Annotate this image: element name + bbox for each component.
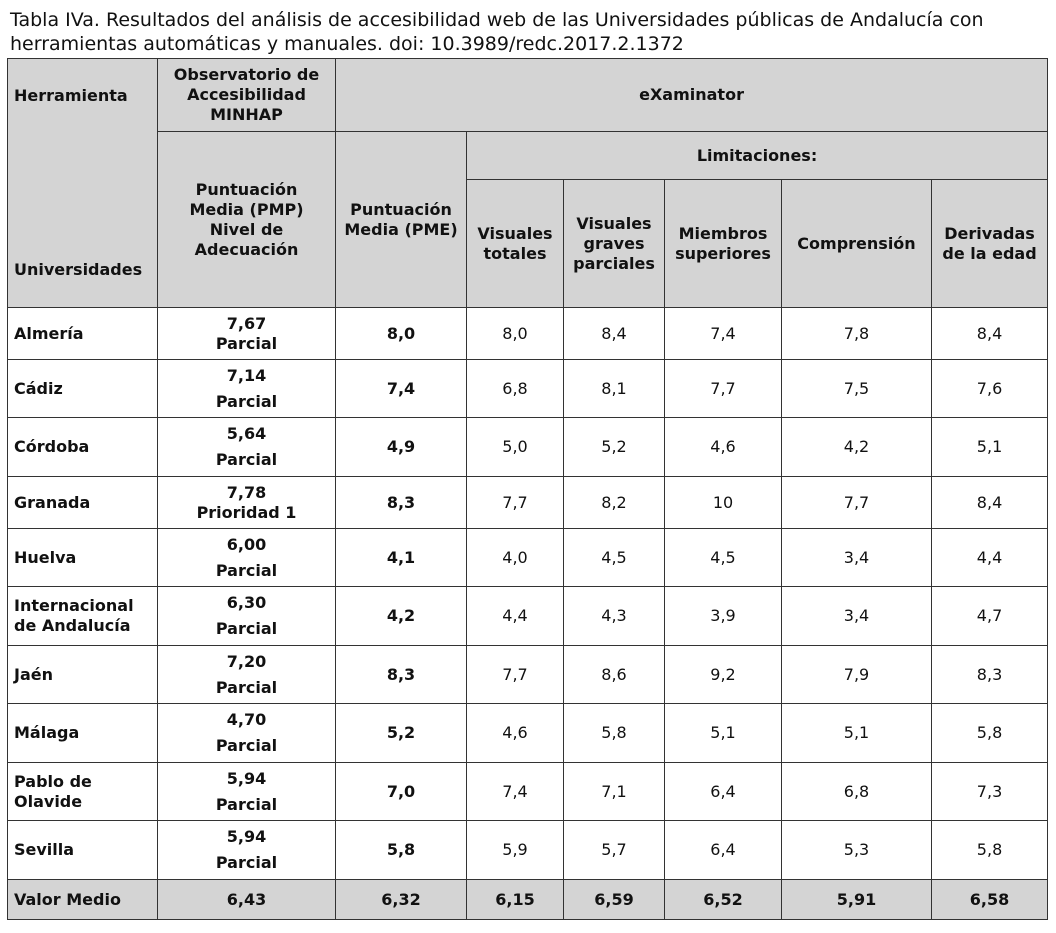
pmp-score: 5,94	[226, 768, 267, 788]
value-cell: 7,7	[467, 646, 564, 704]
value-cell: 7,5	[782, 360, 932, 418]
pmp-level: Parcial	[215, 450, 278, 469]
table-caption: Tabla IVa. Resultados del análisis de accesibilidad web de las Universidades públicas de Andalucía con herramientas automáticas y manuales. doi: 10.3989/redc.2017.2.1372	[10, 9, 984, 55]
pmp-level: Prioridad 1	[196, 502, 297, 522]
value-cell: 4,6	[467, 704, 564, 763]
value-cell: 7,8	[782, 308, 932, 360]
pme-cell: 4,9	[336, 418, 467, 477]
value-cell: 8,4	[564, 308, 665, 360]
average-value: 5,91	[782, 880, 932, 920]
pme-cell: 4,1	[336, 529, 467, 587]
value-cell: 5,1	[665, 704, 782, 763]
pmp-score: 6,30	[226, 593, 267, 612]
pmp-level: Parcial	[215, 853, 278, 872]
header-limitaciones: Limitaciones:	[467, 132, 1048, 180]
header-visuales-totales: Visuales totales	[467, 180, 564, 308]
university-name: Huelva	[8, 529, 158, 587]
average-pmp: 6,43	[158, 880, 336, 920]
pmp-cell	[158, 646, 336, 704]
value-cell: 4,3	[564, 587, 665, 646]
header-tool-universities	[8, 59, 158, 308]
university-name: Pablo de Olavide	[8, 763, 158, 821]
header-tool-label: Herramienta	[14, 86, 128, 105]
value-cell: 8,6	[564, 646, 665, 704]
header-universities-label: Universidades	[14, 260, 143, 279]
value-cell: 8,4	[932, 477, 1048, 529]
value-cell: 6,4	[665, 821, 782, 880]
value-cell: 7,1	[564, 763, 665, 821]
value-cell: 4,0	[467, 529, 564, 587]
value-cell: 7,7	[782, 477, 932, 529]
table-row	[8, 763, 1048, 821]
university-name: Cádiz	[8, 360, 158, 418]
value-cell: 7,4	[467, 763, 564, 821]
university-name: Málaga	[8, 704, 158, 763]
average-label: Valor Medio	[8, 880, 158, 920]
value-cell: 8,4	[932, 308, 1048, 360]
pmp-cell	[158, 308, 336, 360]
value-cell: 5,8	[932, 821, 1048, 880]
university-name: Almería	[8, 308, 158, 360]
value-cell: 10	[665, 477, 782, 529]
value-cell: 5,0	[467, 418, 564, 477]
average-value: 6,52	[665, 880, 782, 920]
university-name: Jaén	[8, 646, 158, 704]
value-cell: 4,5	[665, 529, 782, 587]
value-cell: 5,1	[932, 418, 1048, 477]
value-cell: 3,4	[782, 587, 932, 646]
value-cell: 7,7	[665, 360, 782, 418]
table-row	[8, 360, 1048, 418]
pmp-score: 5,64	[226, 424, 267, 443]
value-cell: 4,5	[564, 529, 665, 587]
pmp-cell	[158, 529, 336, 587]
value-cell: 3,4	[782, 529, 932, 587]
value-cell: 6,4	[665, 763, 782, 821]
value-cell: 4,4	[932, 529, 1048, 587]
value-cell: 5,7	[564, 821, 665, 880]
pme-cell: 4,2	[336, 587, 467, 646]
pmp-level: Parcial	[215, 391, 278, 411]
average-value: 6,58	[932, 880, 1048, 920]
pmp-score: 7,20	[226, 651, 267, 671]
header-comprension: Comprensión	[782, 180, 932, 308]
pmp-score: 7,14	[226, 365, 267, 385]
value-cell: 7,4	[665, 308, 782, 360]
table-row	[8, 529, 1048, 587]
header-miembros-superiores: Miembros superiores	[665, 180, 782, 308]
value-cell: 7,7	[467, 477, 564, 529]
pmp-score: 4,70	[226, 710, 267, 729]
pme-cell: 5,8	[336, 821, 467, 880]
university-name: Granada	[8, 477, 158, 529]
pmp-level: Parcial	[215, 560, 278, 580]
average-pme: 6,32	[336, 880, 467, 920]
average-value: 6,59	[564, 880, 665, 920]
pme-cell: 7,4	[336, 360, 467, 418]
header-pme: Puntuación Media (PME)	[336, 132, 467, 308]
table-row	[8, 308, 1048, 360]
table-row	[8, 704, 1048, 763]
pme-cell: 5,2	[336, 704, 467, 763]
pmp-level: Parcial	[215, 794, 278, 814]
pmp-level: Parcial	[215, 619, 278, 638]
pmp-score: 5,94	[226, 827, 267, 846]
value-cell: 7,6	[932, 360, 1048, 418]
table-row	[8, 821, 1048, 880]
pmp-cell	[158, 821, 336, 880]
value-cell: 4,4	[467, 587, 564, 646]
pmp-cell	[158, 360, 336, 418]
table-row	[8, 418, 1048, 477]
value-cell: 5,8	[564, 704, 665, 763]
value-cell: 4,7	[932, 587, 1048, 646]
accessibility-results-table	[7, 58, 1048, 920]
pmp-cell	[158, 763, 336, 821]
pme-cell: 8,0	[336, 308, 467, 360]
header-examinator: eXaminator	[336, 59, 1048, 132]
pmp-cell	[158, 587, 336, 646]
pme-cell: 8,3	[336, 646, 467, 704]
value-cell: 4,2	[782, 418, 932, 477]
table-row	[8, 477, 1048, 529]
average-row	[8, 880, 1048, 920]
table-row	[8, 587, 1048, 646]
value-cell: 4,6	[665, 418, 782, 477]
pmp-cell	[158, 704, 336, 763]
pmp-cell	[158, 418, 336, 477]
value-cell: 9,2	[665, 646, 782, 704]
header-observatorio: Observatorio de Accesibilidad MINHAP	[158, 59, 336, 132]
value-cell: 5,1	[782, 704, 932, 763]
value-cell: 7,3	[932, 763, 1048, 821]
pmp-level: Parcial	[215, 736, 278, 755]
value-cell: 3,9	[665, 587, 782, 646]
header-pmp: Puntuación Media (PMP) Nivel de Adecuación	[158, 132, 336, 308]
pmp-level: Parcial	[215, 333, 278, 353]
value-cell: 5,8	[932, 704, 1048, 763]
university-name: Sevilla	[8, 821, 158, 880]
pme-cell: 7,0	[336, 763, 467, 821]
value-cell: 6,8	[782, 763, 932, 821]
pmp-score: 6,00	[226, 534, 267, 554]
pmp-level: Parcial	[215, 677, 278, 697]
pme-cell: 8,3	[336, 477, 467, 529]
table-row	[8, 646, 1048, 704]
value-cell: 7,9	[782, 646, 932, 704]
value-cell: 5,3	[782, 821, 932, 880]
university-name: Internacional de Andalucía	[8, 587, 158, 646]
value-cell: 5,2	[564, 418, 665, 477]
header-visuales-graves: Visuales graves parciales	[564, 180, 665, 308]
value-cell: 5,9	[467, 821, 564, 880]
value-cell: 8,3	[932, 646, 1048, 704]
value-cell: 8,1	[564, 360, 665, 418]
value-cell: 8,2	[564, 477, 665, 529]
value-cell: 8,0	[467, 308, 564, 360]
header-derivadas-edad: Derivadas de la edad	[932, 180, 1048, 308]
university-name: Córdoba	[8, 418, 158, 477]
pmp-cell	[158, 477, 336, 529]
pmp-score: 7,78	[226, 482, 267, 502]
average-value: 6,15	[467, 880, 564, 920]
value-cell: 6,8	[467, 360, 564, 418]
pmp-score: 7,67	[226, 313, 267, 333]
